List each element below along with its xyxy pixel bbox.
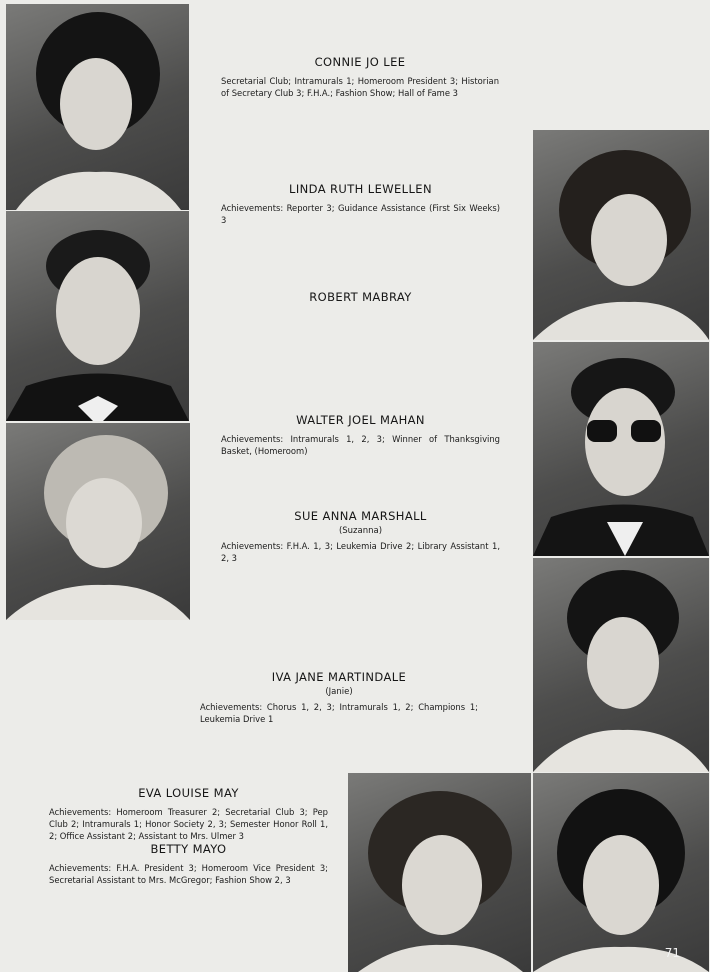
student-activities: Achievements: Chorus 1, 2, 3; Intramurals 1, 2; Champions 1; Leukemia Drive 1 — [200, 702, 478, 724]
entry-linda-ruth-lewellen — [221, 182, 500, 226]
student-name: CONNIE JO LEE — [314, 55, 406, 69]
entry-betty-mayo — [49, 842, 328, 886]
portrait-eva-louise-may — [348, 773, 531, 972]
page-number: 71 — [664, 946, 680, 960]
entry-connie-jo-lee — [221, 55, 499, 99]
entry-sue-anna-marshall — [221, 509, 500, 564]
entry-eva-louise-may — [49, 786, 328, 842]
portrait-betty-mayo — [533, 773, 709, 972]
student-activities: Achievements: Reporter 3; Guidance Assistance (First Six Weeks) 3 — [221, 203, 500, 225]
entry-walter-joel-mahan — [221, 413, 500, 457]
student-activities: Achievements: Intramurals 1, 2, 3; Winner of Thanksgiving Basket, (Homeroom) — [221, 434, 500, 456]
student-nickname: (Suzanna) — [338, 526, 383, 536]
student-activities: Secretarial Club; Intramurals 1; Homeroom President 3; Historian of Secretary Club 3; F.H.A.; Fashion Show; Hall of Fame 3 — [221, 76, 499, 98]
student-name: BETTY MAYO — [150, 842, 227, 856]
student-name: ROBERT MABRAY — [309, 290, 412, 304]
student-nickname: (Janie) — [325, 687, 353, 697]
student-name: EVA LOUISE MAY — [138, 786, 239, 800]
student-name: SUE ANNA MARSHALL — [294, 509, 427, 523]
entry-iva-jane-martindale — [200, 670, 478, 725]
entry-robert-mabray — [221, 290, 500, 310]
portrait-iva-jane-martindale — [533, 558, 709, 772]
student-activities: Achievements: Homeroom Treasurer 2; Secretarial Club 3; Pep Club 2; Intramurals 1; Honor Society 2, 3; Semester Honor Roll 1, 2; Office Assistant 2; Assistant to Mrs. Ulmer 3 — [49, 807, 328, 841]
student-activities: Achievements: F.H.A. 1, 3; Leukemia Drive 2; Library Assistant 1, 2, 3 — [221, 541, 500, 563]
student-name: LINDA RUTH LEWELLEN — [289, 182, 432, 196]
portrait-linda-ruth-lewellen — [533, 130, 709, 340]
portrait-walter-joel-mahan — [533, 342, 709, 556]
portrait-connie-jo-lee — [6, 4, 189, 210]
portrait-robert-mabray — [6, 211, 189, 421]
student-activities: Achievements: F.H.A. President 3; Homeroom Vice President 3; Secretarial Assistant to Mrs. McGregor; Fashion Show 2, 3 — [49, 863, 328, 885]
portrait-sue-anna-marshall — [6, 423, 190, 620]
student-name: IVA JANE MARTINDALE — [271, 670, 407, 684]
student-name: WALTER JOEL MAHAN — [296, 413, 425, 427]
